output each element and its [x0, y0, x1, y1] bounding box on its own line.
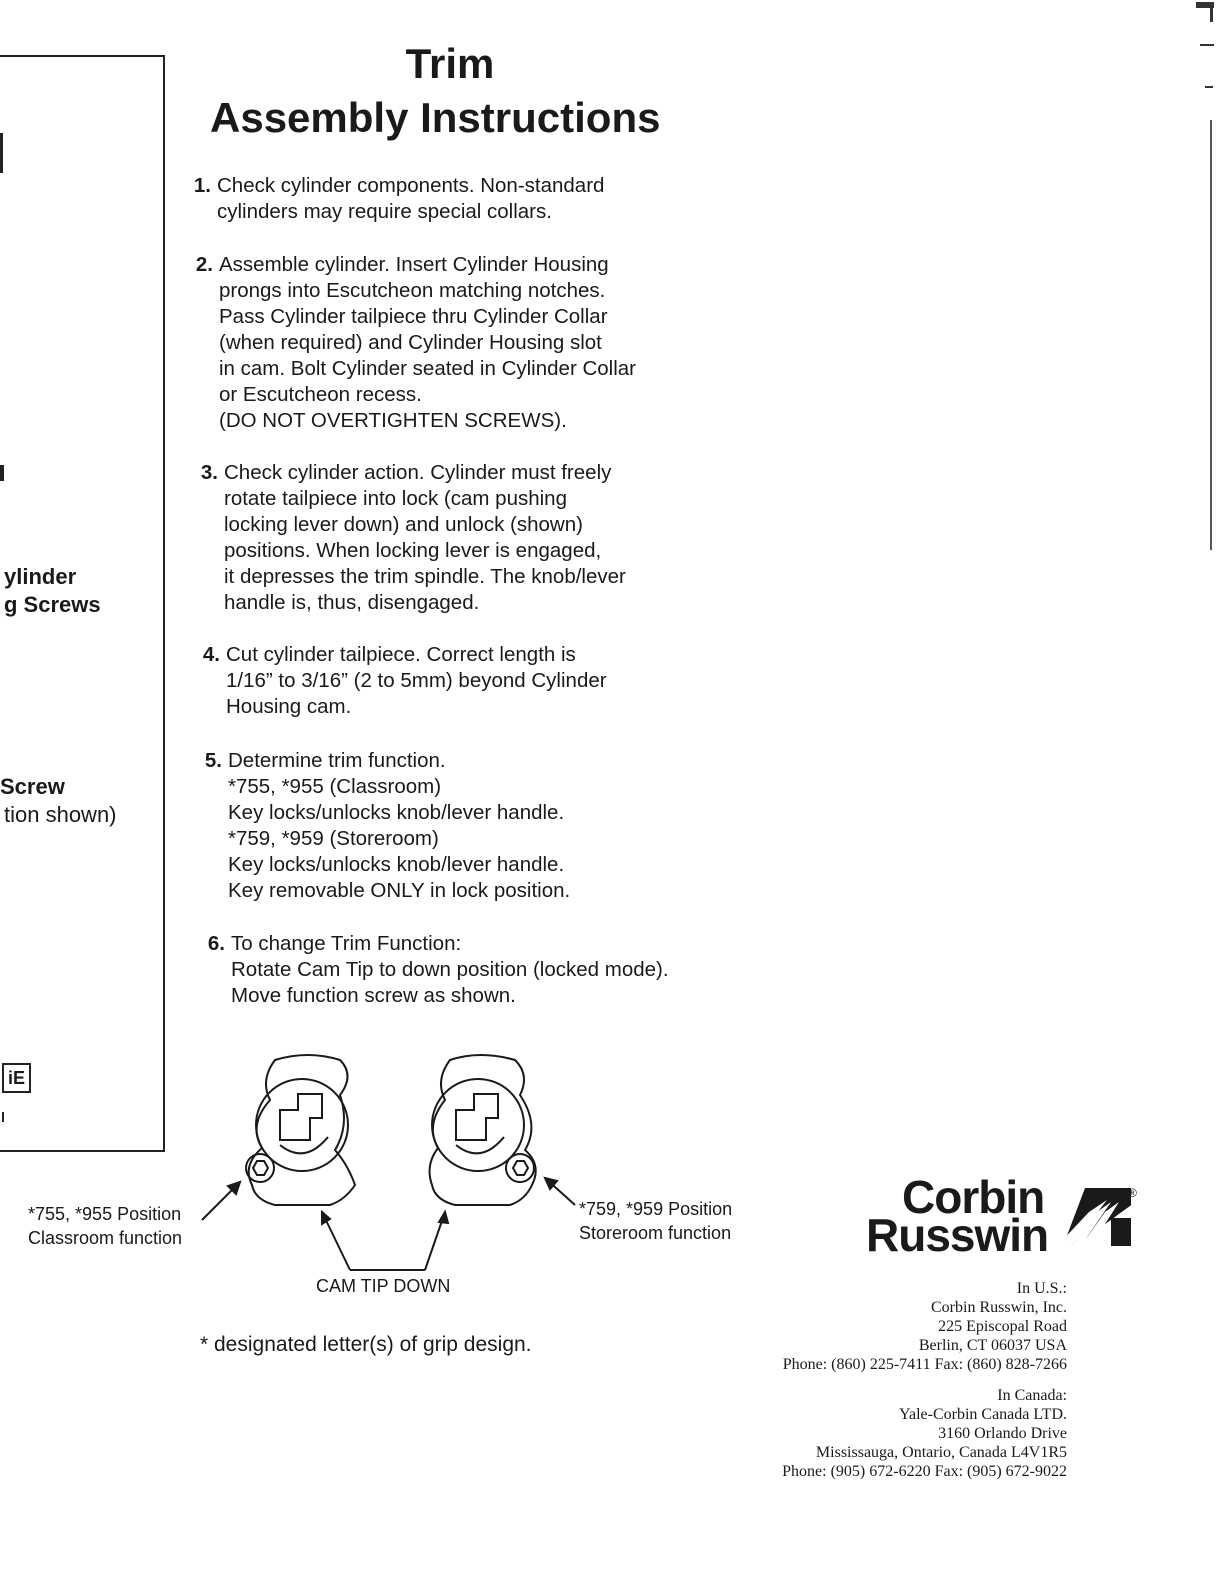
- step-line: locking lever down) and unlock (shown): [224, 513, 583, 536]
- step-2: [195, 252, 637, 434]
- step-line: *759, *959 (Storeroom): [228, 827, 439, 850]
- us-address: [783, 1279, 1067, 1374]
- us-company: Corbin Russwin, Inc.: [931, 1299, 1067, 1316]
- canada-street: 3160 Orlando Drive: [938, 1425, 1067, 1442]
- arrow-right-icon: [545, 1178, 575, 1205]
- step-number: 6.: [207, 932, 225, 955]
- logo-line1: Corbin: [902, 1171, 1045, 1223]
- left-panel-bar: [0, 133, 3, 173]
- classroom-position-label: [28, 1202, 182, 1250]
- scan-mark: [1210, 8, 1213, 22]
- label-line: *759, *959 Position: [579, 1199, 733, 1219]
- label-line: Storeroom function: [579, 1223, 732, 1243]
- footnote: * designated letter(s) of grip design.: [200, 1333, 532, 1356]
- canada-city: Mississauga, Ontario, Canada L4V1R5: [815, 1444, 1067, 1461]
- page-title-line2: Assembly Instructions: [210, 94, 661, 141]
- label-line: Classroom function: [28, 1228, 183, 1248]
- scan-mark: [1205, 86, 1213, 88]
- step-number: 4.: [202, 643, 220, 666]
- step-line: Check cylinder components. Non-standard: [217, 174, 605, 197]
- left-fragment-screws: g Screws: [4, 592, 101, 617]
- left-fragment-screw: Screw: [0, 774, 65, 799]
- us-heading: In U.S.:: [1016, 1280, 1067, 1297]
- arrow-left-icon: [202, 1182, 240, 1220]
- step-line: cylinders may require special collars.: [217, 200, 552, 223]
- cam-diagram: [180, 1040, 580, 1280]
- left-fragment-mark: [2, 1112, 10, 1122]
- step-number: 2.: [195, 253, 213, 276]
- logo-line2: Russwin: [866, 1209, 1049, 1261]
- cam-tip-lines: [322, 1212, 448, 1270]
- canada-phone: Phone: (905) 672-6220 Fax: (905) 672-9022: [782, 1463, 1067, 1480]
- step-line: it depresses the trim spindle. The knob/lever: [224, 565, 626, 588]
- canada-heading: In Canada:: [997, 1387, 1067, 1404]
- step-line: *755, *955 (Classroom): [228, 775, 442, 798]
- step-line: (when required) and Cylinder Housing slot: [219, 331, 602, 354]
- step-number: 3.: [200, 461, 218, 484]
- us-phone: Phone: (860) 225-7411 Fax: (860) 828-7266: [782, 1356, 1067, 1373]
- step-line: (DO NOT OVERTIGHTEN SCREWS).: [219, 409, 567, 432]
- brand-logo: [866, 1171, 1049, 1261]
- step-line: Key locks/unlocks knob/lever handle.: [228, 853, 565, 876]
- step-line: prongs into Escutcheon matching notches.: [219, 279, 606, 302]
- step-6: [207, 931, 669, 1009]
- step-5: [204, 748, 571, 904]
- step-line: Cut cylinder tailpiece. Correct length is: [226, 643, 576, 666]
- step-4: [202, 642, 607, 720]
- us-street: 225 Episcopal Road: [938, 1318, 1067, 1335]
- left-fragment-box: iE: [2, 1063, 31, 1093]
- step-number: 5.: [204, 749, 222, 772]
- step-line: positions. When locking lever is engaged,: [224, 539, 602, 562]
- step-line: Rotate Cam Tip to down position (locked mode).: [231, 958, 669, 981]
- step-3: [200, 460, 626, 616]
- canada-address: [782, 1386, 1067, 1481]
- us-city: Berlin, CT 06037 USA: [918, 1337, 1067, 1354]
- scan-mark: [1200, 44, 1214, 46]
- step-line: or Escutcheon recess.: [219, 383, 422, 406]
- right-cam-icon: [430, 1055, 536, 1205]
- left-fragment-cylinder: ylinder: [4, 564, 77, 589]
- step-line: in cam. Bolt Cylinder seated in Cylinder Collar: [219, 357, 637, 380]
- canada-company: Yale-Corbin Canada LTD.: [899, 1406, 1067, 1423]
- step-1: [193, 173, 605, 225]
- scan-mark: [1210, 120, 1212, 550]
- step-line: Check cylinder action. Cylinder must freely: [224, 461, 612, 484]
- step-line: handle is, thus, disengaged.: [224, 591, 480, 614]
- step-number: 1.: [193, 174, 211, 197]
- cam-tip-label: CAM TIP DOWN: [316, 1276, 451, 1296]
- step-line: Pass Cylinder tailpiece thru Cylinder Collar: [219, 305, 608, 328]
- label-line: *755, *955 Position: [28, 1204, 182, 1224]
- step-line: Key locks/unlocks knob/lever handle.: [228, 801, 565, 824]
- step-line: 1/16” to 3/16” (2 to 5mm) beyond Cylinder: [226, 669, 607, 692]
- page-title-line1: Trim: [405, 40, 495, 87]
- left-panel-mark: [0, 465, 4, 481]
- storeroom-position-label: [579, 1197, 732, 1245]
- step-line: Determine trim function.: [228, 749, 446, 772]
- step-line: Housing cam.: [226, 695, 352, 718]
- registered-mark: ®: [1128, 1186, 1137, 1200]
- step-line: rotate tailpiece into lock (cam pushing: [224, 487, 567, 510]
- step-line: Move function screw as shown.: [231, 984, 516, 1007]
- logo-stripes-icon: [1067, 1188, 1131, 1246]
- left-fragment-position: tion shown): [4, 802, 117, 827]
- step-line: Assemble cylinder. Insert Cylinder Housing: [219, 253, 609, 276]
- step-line: Key removable ONLY in lock position.: [228, 879, 571, 902]
- step-line: To change Trim Function:: [231, 932, 462, 955]
- left-cam-icon: [246, 1055, 355, 1205]
